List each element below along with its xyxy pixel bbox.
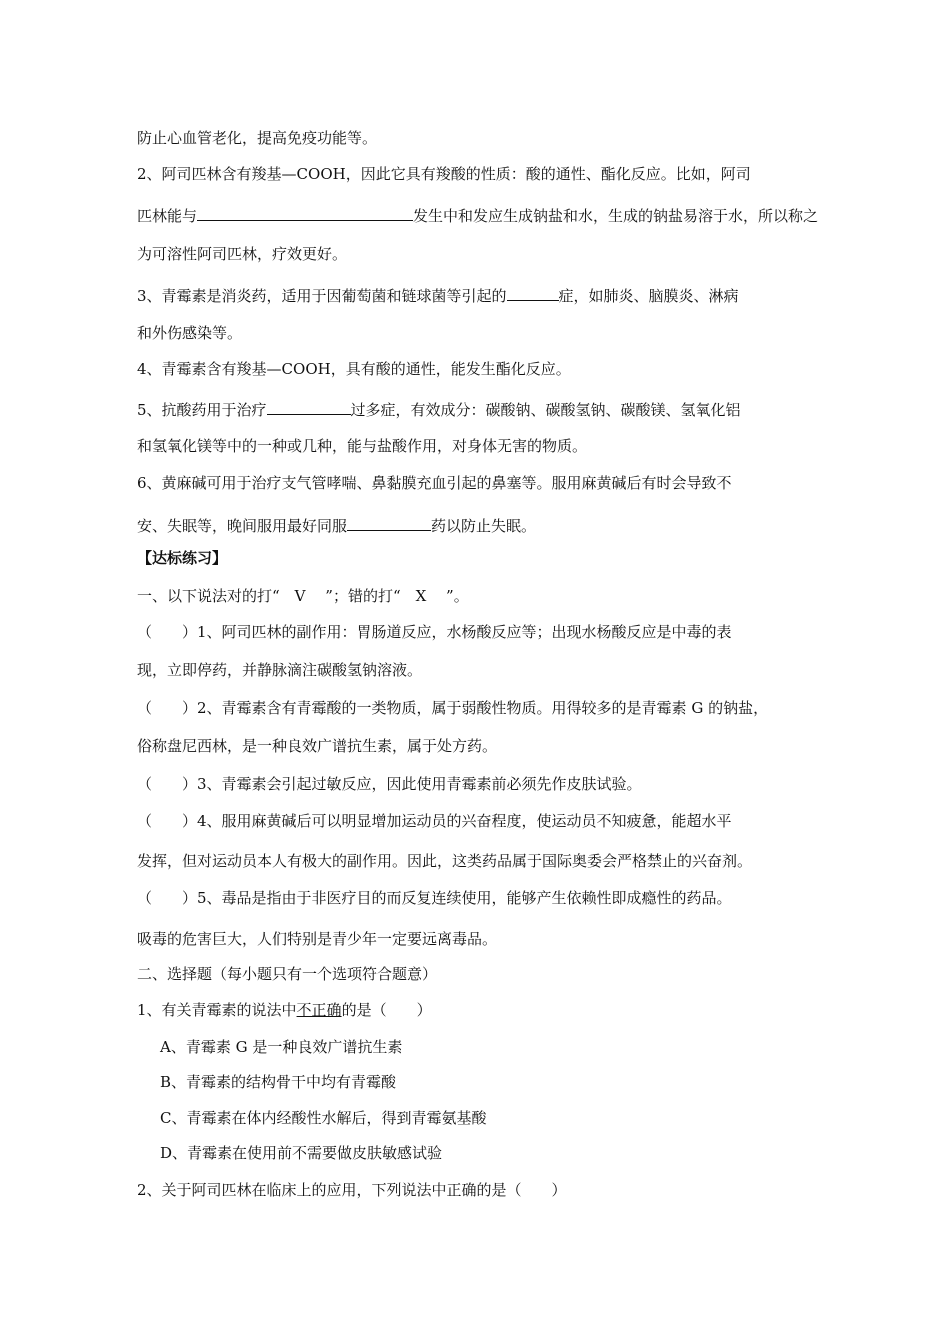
question-line: 俗称盘尼西林，是一种良效广谱抗生素，属于处方药。 bbox=[137, 737, 498, 755]
text-line bbox=[137, 204, 840, 226]
text: 防止心血管老化，提高免疫功能等。 bbox=[137, 129, 378, 147]
section-title: 二、选择题（每小题只有一个选项符合题意） bbox=[137, 965, 438, 983]
question-line: 发挥，但对运动员本人有极大的副作用。因此，这类药品属于国际奥委会严格禁止的兴奋剂。 bbox=[137, 852, 753, 870]
text-line bbox=[137, 473, 840, 493]
text-line bbox=[137, 128, 840, 148]
question-line: （ ）5、毒品是指由于非医疗目的而反复连续使用，能够产生依赖性即成瘾性的药品。 bbox=[137, 889, 732, 907]
text: 发生中和发应生成钠盐和水，生成的钠盐易溶于水，所以称之 bbox=[413, 207, 819, 225]
question-line: （ ）4、服用麻黄碱后可以明显增加运动员的兴奋程度，使运动员不知疲惫，能超水平 bbox=[137, 812, 732, 830]
text: 5、抗酸药用于治疗 bbox=[137, 401, 267, 419]
choice-question: 2、关于阿司匹林在临床上的应用，下列说法中正确的是（ ） bbox=[137, 1181, 567, 1199]
underlined-text: 不正确 bbox=[296, 1001, 342, 1019]
option-d[interactable]: D、青霉素在使用前不需要做皮肤敏感试验 bbox=[160, 1144, 443, 1162]
answer-blank[interactable] bbox=[267, 398, 351, 415]
text: 的是（ ） bbox=[341, 1001, 432, 1019]
text-line bbox=[137, 323, 840, 343]
text: 6、黄麻碱可用于治疗支气管哮喘、鼻黏膜充血引起的鼻塞等。服用麻黄碱后有时会导致不 bbox=[137, 474, 732, 492]
text-line bbox=[137, 398, 840, 420]
text-line bbox=[137, 514, 840, 536]
text-line bbox=[137, 284, 840, 306]
question-line: （ ）2、青霉素含有青霉酸的一类物质，属于弱酸性物质。用得较多的是青霉素 G 的钠盐， bbox=[137, 699, 769, 717]
text-line bbox=[137, 359, 840, 379]
question-line: 吸毒的危害巨大，人们特别是青少年一定要远离毒品。 bbox=[137, 930, 498, 948]
choice-question bbox=[137, 1000, 840, 1020]
text-line bbox=[137, 244, 840, 264]
answer-blank[interactable] bbox=[197, 204, 413, 221]
option-b[interactable]: B、青霉素的结构骨干中均有青霉酸 bbox=[160, 1073, 397, 1091]
answer-blank[interactable] bbox=[347, 514, 431, 531]
option-c[interactable]: C、青霉素在体内经酸性水解后，得到青霉氨基酸 bbox=[160, 1109, 487, 1127]
question-line: （ ）3、青霉素会引起过敏反应，因此使用青霉素前必须先作皮肤试验。 bbox=[137, 775, 642, 793]
section-heading: 【达标练习】 bbox=[137, 549, 228, 567]
text: 2、阿司匹林含有羧基—COOH，因此它具有羧酸的性质：酸的通性、酯化反应。比如，阿司 bbox=[137, 165, 751, 183]
text: 为可溶性阿司匹林，疗效更好。 bbox=[137, 245, 348, 263]
option-a[interactable]: A、青霉素 G 是一种良效广谱抗生素 bbox=[160, 1038, 403, 1056]
text: 和外伤感染等。 bbox=[137, 324, 243, 342]
question-line: （ ）1、阿司匹林的副作用：胃肠道反应，水杨酸反应等；出现水杨酸反应是中毒的表 bbox=[137, 623, 732, 641]
text: 药以防止失眠。 bbox=[431, 517, 537, 535]
text: 4、青霉素含有羧基—COOH，具有酸的通性，能发生酯化反应。 bbox=[137, 360, 571, 378]
question-line: 现，立即停药，并静脉滴注碳酸氢钠溶液。 bbox=[137, 661, 423, 679]
text-line bbox=[137, 164, 840, 184]
text: 1、有关青霉素的说法中 bbox=[137, 1001, 297, 1019]
text: 匹林能与 bbox=[137, 207, 198, 225]
text: 3、青霉素是消炎药，适用于因葡萄菌和链球菌等引起的 bbox=[137, 287, 507, 305]
text: 安、失眠等，晚间服用最好同服 bbox=[137, 517, 348, 535]
text-line bbox=[137, 436, 840, 456]
section-title: 一、以下说法对的打“ V ”；错的打“ X ”。 bbox=[137, 587, 469, 605]
answer-blank[interactable] bbox=[507, 284, 559, 301]
text: 过多症，有效成分：碳酸钠、碳酸氢钠、碳酸镁、氢氧化铝 bbox=[350, 401, 741, 419]
text: 症，如肺炎、脑膜炎、淋病 bbox=[558, 287, 739, 305]
text: 和氢氧化镁等中的一种或几种，能与盐酸作用，对身体无害的物质。 bbox=[137, 437, 588, 455]
